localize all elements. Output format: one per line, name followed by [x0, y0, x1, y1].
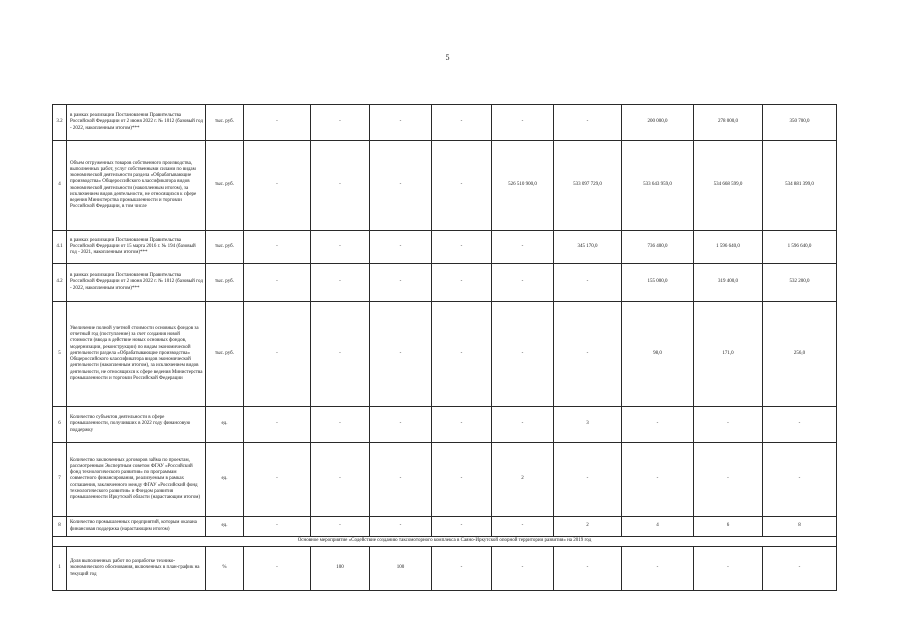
value-cell: 100 — [370, 547, 432, 591]
indicator-name: Количество промышленных предприятий, которым оказана финансовая поддержка (нарастающим итогом) — [67, 517, 206, 537]
value-cell: - — [492, 547, 554, 591]
value-cell: - — [432, 302, 492, 407]
value-cell: - — [554, 547, 622, 591]
value-cell: - — [311, 231, 370, 264]
indicator-name: Объем отгруженных товаров собственного производства, выполненных работ, услуг собственными силами по видам экономической деятельности раздела «Обрабатывающие производства» Общероссийского классификатора видов экономической деятельности (накопленным итогом), за исключением видов деятельности, не относящихся к сфере ведения Министерства промышленности и торговли Российской Федерации, в том числе — [67, 141, 206, 231]
section-row — [53, 537, 837, 547]
value-cell: 4 — [622, 517, 694, 537]
value-cell: - — [311, 443, 370, 517]
unit-cell: тыс. руб. — [206, 141, 244, 231]
value-cell: - — [311, 302, 370, 407]
table-row — [53, 407, 837, 443]
row-number: 4 — [53, 141, 67, 231]
table-row — [53, 231, 837, 264]
indicator-name: в рамках реализации Постановления Правительства Российской Федерации от 2 июня 2022 г. № 1012 (базовый год - 2022, накопленным итогом)*** — [67, 105, 206, 141]
value-cell: - — [492, 517, 554, 537]
unit-cell: ед. — [206, 407, 244, 443]
value-cell: - — [370, 517, 432, 537]
value-cell: - — [763, 443, 837, 517]
value-cell: - — [244, 231, 311, 264]
indicator-name: Количество субъектов деятельности в сфере промышленности, получивших в 2022 году финансовую поддержку — [67, 407, 206, 443]
value-cell: - — [432, 443, 492, 517]
value-cell: - — [554, 443, 622, 517]
value-cell: - — [554, 264, 622, 302]
value-cell: 100 — [311, 547, 370, 591]
table-row — [53, 302, 837, 407]
value-cell: 1 596 640,0 — [694, 231, 763, 264]
value-cell: - — [432, 547, 492, 591]
value-cell: - — [432, 105, 492, 141]
value-cell: - — [622, 547, 694, 591]
value-cell: 345 170,0 — [554, 231, 622, 264]
value-cell: 534 668 599,0 — [694, 141, 763, 231]
unit-cell: ед. — [206, 517, 244, 537]
value-cell: 533 643 959,0 — [622, 141, 694, 231]
unit-cell: % — [206, 547, 244, 591]
table-row — [53, 517, 837, 537]
value-cell: - — [492, 231, 554, 264]
indicator-name: в рамках реализации Постановления Правительства Российской Федерации от 15 марта 2016 г. № 194 (базовый год - 2021, накопленным итогом)*** — [67, 231, 206, 264]
section-title: Основное мероприятие «Содействие созданию таксомоторного комплекса в Саяно-Иркутской опорной территории развития» на 2019 год — [53, 537, 837, 547]
value-cell: - — [370, 105, 432, 141]
value-cell: - — [432, 517, 492, 537]
value-cell: 533 097 729,0 — [554, 141, 622, 231]
value-cell: - — [432, 141, 492, 231]
value-cell: - — [370, 231, 432, 264]
value-cell: - — [244, 547, 311, 591]
row-number: 8 — [53, 517, 67, 537]
table-row — [53, 443, 837, 517]
page-number: 5 — [445, 53, 450, 62]
value-cell: - — [694, 443, 763, 517]
unit-cell: ед. — [206, 443, 244, 517]
value-cell: - — [370, 302, 432, 407]
table-row — [53, 105, 837, 141]
row-number: 4.2 — [53, 264, 67, 302]
value-cell: - — [311, 105, 370, 141]
value-cell: - — [622, 407, 694, 443]
table-row — [53, 547, 837, 591]
value-cell: - — [492, 407, 554, 443]
value-cell: - — [244, 141, 311, 231]
value-cell: - — [554, 105, 622, 141]
row-number: 7 — [53, 443, 67, 517]
value-cell: 2 — [492, 443, 554, 517]
value-cell: 1 596 640,0 — [763, 231, 837, 264]
value-cell: 200 000,0 — [622, 105, 694, 141]
value-cell: - — [311, 141, 370, 231]
value-cell: - — [244, 443, 311, 517]
value-cell: - — [432, 231, 492, 264]
value-cell: - — [492, 302, 554, 407]
row-number: 1 — [53, 547, 67, 591]
value-cell: 278 000,0 — [694, 105, 763, 141]
value-cell: - — [370, 264, 432, 302]
value-cell: - — [311, 264, 370, 302]
value-cell: - — [554, 302, 622, 407]
value-cell: 736 400,0 — [622, 231, 694, 264]
value-cell: - — [763, 407, 837, 443]
value-cell: - — [244, 264, 311, 302]
value-cell: - — [370, 407, 432, 443]
value-cell: - — [244, 407, 311, 443]
value-cell: - — [370, 141, 432, 231]
value-cell: - — [244, 105, 311, 141]
value-cell: - — [244, 302, 311, 407]
value-cell: 256,0 — [763, 302, 837, 407]
unit-cell: тыс. руб. — [206, 264, 244, 302]
value-cell: 526 510 900,0 — [492, 141, 554, 231]
indicator-name: в рамках реализации Постановления Правительства Российской Федерации от 2 июня 2022 г. № 1012 (базовый год - 2022, накопленным итогом)*** — [67, 264, 206, 302]
value-cell: - — [432, 264, 492, 302]
unit-cell: тыс. руб. — [206, 302, 244, 407]
value-cell: 6 — [694, 517, 763, 537]
indicator-name: Количество заключенных договоров займа по проектам, рассмотренным Экспертным советом ФГАУ «Российский фонд технологического развития» по программам совместного финансирования, реализуемым в рамках соглашения, заключенного между ФГАУ «Российский фонд технологического развития» и Фондом развития промышленности Иркутской области (нарастающим итогом) — [67, 443, 206, 517]
row-number: 5 — [53, 302, 67, 407]
value-cell: - — [492, 105, 554, 141]
value-cell: 350 700,0 — [763, 105, 837, 141]
value-cell: 98,0 — [622, 302, 694, 407]
value-cell: 534 881 399,0 — [763, 141, 837, 231]
table-row — [53, 141, 837, 231]
value-cell: 155 000,0 — [622, 264, 694, 302]
value-cell: 532 200,0 — [763, 264, 837, 302]
value-cell: - — [370, 443, 432, 517]
indicators-table — [52, 104, 837, 591]
indicator-name: Доля выполненных работ по разработке технико-экономического обоснования, включенных в план-график на текущий год — [67, 547, 206, 591]
unit-cell: тыс. руб. — [206, 231, 244, 264]
value-cell: 3 — [554, 407, 622, 443]
value-cell: - — [432, 407, 492, 443]
value-cell: 319 400,0 — [694, 264, 763, 302]
unit-cell: тыс. руб. — [206, 105, 244, 141]
value-cell: - — [694, 407, 763, 443]
value-cell: 171,0 — [694, 302, 763, 407]
value-cell: 8 — [763, 517, 837, 537]
row-number: 6 — [53, 407, 67, 443]
row-number: 4.1 — [53, 231, 67, 264]
value-cell: 2 — [554, 517, 622, 537]
value-cell: - — [694, 547, 763, 591]
value-cell: - — [311, 407, 370, 443]
value-cell: - — [492, 264, 554, 302]
value-cell: - — [763, 547, 837, 591]
indicator-name: Увеличение полной учетной стоимости основных фондов за отчетный год (поступление) за счет создания новой стоимости (ввода в действие новых основных фондов, модернизации, реконструкции) по видам экономической деятельности раздела «Обрабатывающие производства» Общероссийского классификатора видов экономической деятельности (накопленным итогом), за исключением видов деятельности, не относящихся к сфере ведения Министерства промышленности и торговли Российской Федерации — [67, 302, 206, 407]
value-cell: - — [622, 443, 694, 517]
value-cell: - — [311, 517, 370, 537]
row-number: 3.2 — [53, 105, 67, 141]
table-row — [53, 264, 837, 302]
value-cell: - — [244, 517, 311, 537]
